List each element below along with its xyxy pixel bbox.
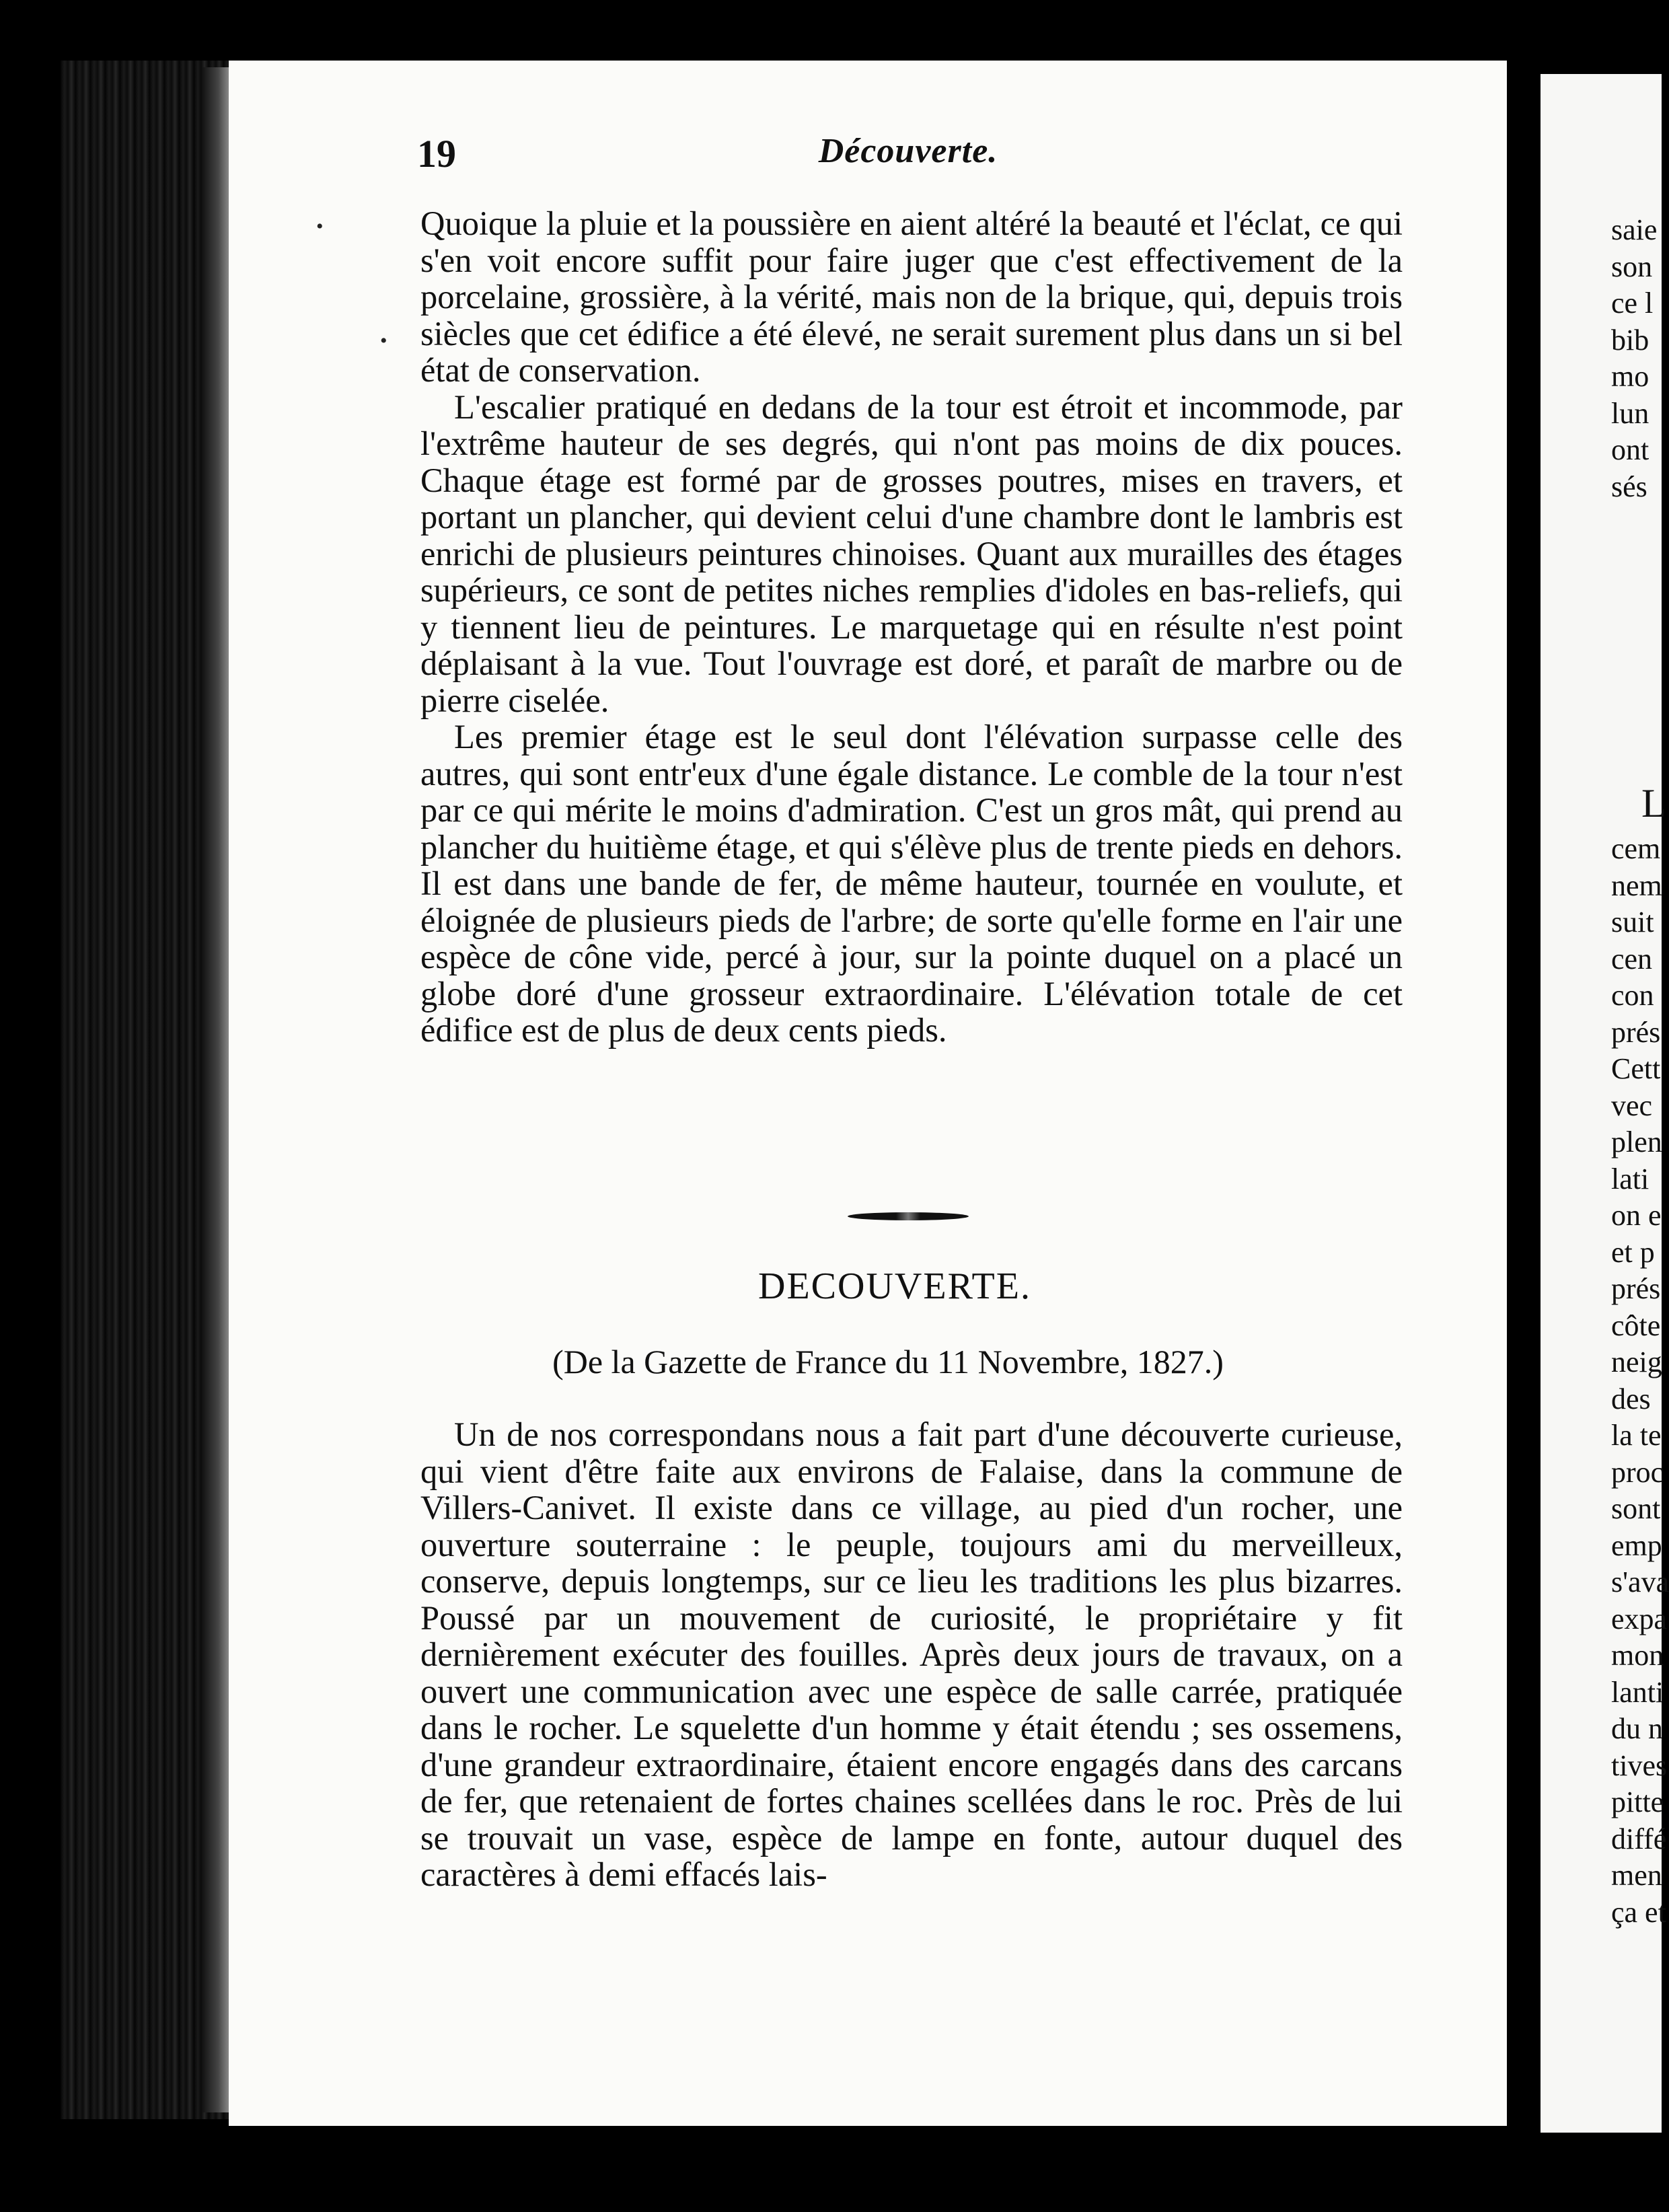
facing-page-line: bib xyxy=(1611,323,1649,357)
facing-page-line: et p xyxy=(1611,1235,1655,1269)
facing-page-line: cem xyxy=(1611,832,1661,865)
facing-page-line: la te xyxy=(1611,1419,1662,1452)
facing-page-line: con xyxy=(1611,979,1654,1012)
facing-page-line: s'ava xyxy=(1611,1565,1669,1598)
facing-page-line: du n xyxy=(1611,1712,1663,1745)
facing-page-fragments-bottom xyxy=(1611,831,1669,1931)
facing-page-line: emp xyxy=(1611,1528,1662,1562)
facing-page-line: Cett xyxy=(1611,1052,1661,1085)
facing-page-line: sés xyxy=(1611,470,1647,503)
facing-page-line: tives xyxy=(1611,1748,1668,1782)
facing-page-line: prés xyxy=(1611,1015,1661,1049)
facing-page-line: diffé xyxy=(1611,1822,1667,1855)
facing-page-line: expa xyxy=(1611,1602,1668,1635)
facing-page-line: vec xyxy=(1611,1089,1653,1122)
book-page xyxy=(229,61,1507,2126)
facing-page-line: ont xyxy=(1611,433,1649,466)
facing-page-line: son xyxy=(1611,250,1653,283)
facing-page-drop-cap: L xyxy=(1641,781,1666,825)
facing-page-fragments-top xyxy=(1611,212,1662,505)
facing-page-line: ça et xyxy=(1611,1895,1666,1929)
facing-page-line: lati xyxy=(1611,1162,1649,1195)
facing-page-line: men xyxy=(1611,1859,1662,1892)
facing-page-line: plen xyxy=(1611,1126,1662,1158)
paragraph: Un de nos correspondans nous a fait part d'une découverte curieuse, qui vient d'être faite aux environs de Falaise, dans la commune de Villers-Canivet. Il existe dans ce village, au pied d'un rocher, une ouverture souterraine : le peuple, toujours ami du merveilleux, conserve, depuis longtemps, sur ce lieu les traditions les plus bizarres. Poussé par un mouvement de curiosité, le propriétaire y fit dernièrement exécuter des fouilles. Après deux jours de travaux, on a ouvert une communication avec une espèce de salle carrée, pratiquée dans le rocher. Le squelette d'un homme y était étendu ; ses ossemens, d'une grandeur extraordinaire, étaient encore engagés dans des carcans de fer, que retenaient de fortes chaines scellées dans le roc. Près de lui se trouvait un vase, espèce de lampe en fonte, autour duquel des caractères à demi effacés lais- xyxy=(420,1415,1403,1893)
section-divider xyxy=(848,1212,969,1220)
facing-page-line: proc xyxy=(1611,1455,1664,1489)
running-title xyxy=(229,131,1507,171)
paragraph: L'escalier pratiqué en dedans de la tour est étroit et incommode, par l'extrême hauteur de ses degrés, qui n'ont pas moins de dix pouces. Chaque étage est formé par de grosses poutres, mises en travers, et portant un plancher, qui devient celui d'une chambre dont le lambris est enrichi de plusieurs peintures chinoises. Quant aux murailles des étages supérieurs, ce sont de petites niches remplies d'idoles en bas-reliefs, qui y tiennent lieu de peintures. Le marquetage qui en résulte n'est point déplaisant à la vue. Tout l'ouvrage est doré, et paraît de marbre ou de pierre ciselée. xyxy=(420,388,1403,719)
article-discovery-text xyxy=(420,1416,1403,1893)
facing-page-line: des xyxy=(1611,1382,1651,1415)
facing-page-line: neig xyxy=(1611,1345,1662,1378)
facing-page-line: cen xyxy=(1611,942,1653,975)
facing-page-line: pitte xyxy=(1611,1785,1664,1818)
article-tower-text xyxy=(420,205,1403,1049)
facing-page-line: côte xyxy=(1611,1308,1661,1342)
margin-dot: • xyxy=(316,215,324,237)
facing-page-line: lanti xyxy=(1611,1675,1664,1709)
margin-dot: • xyxy=(380,330,387,352)
running-title-text: Découverte. xyxy=(818,132,998,170)
facing-page-line: mon xyxy=(1611,1639,1664,1672)
page-gutter xyxy=(1507,61,1541,2146)
paragraph: Quoique la pluie et la poussière en aient altéré la beauté et l'éclat, ce qui s'en voit encore suffit pour faire juger que c'est effectivement de la porcelaine, grossière, à la vérité, mais non de la brique, qui, depuis trois siècles que cet édifice a été élevé, ne serait surement plus dans un si bel état de conservation. xyxy=(420,205,1403,389)
page-number: 19 xyxy=(417,132,456,176)
facing-page-line: sont xyxy=(1611,1492,1661,1525)
facing-page-line: nem xyxy=(1611,869,1662,902)
paragraph: Les premier étage est le seul dont l'élévation surpasse celle des autres, qui sont entr'eux d'une égale distance. Le comble de la tour n'est par ce qui mérite le moins d'admiration. C'est un gros mât, qui prend au plancher du huitième étage, et qui s'élève plus de trente pieds en dehors. Il est dans une bande de fer, de même hauteur, tournée en voulute, et éloignée de plusieurs pieds de l'arbre; de sorte qu'elle forme en l'air une espèce de cône vide, percé à jour, sur la pointe duquel on a placé un globe doré d'une grosseur extraordinaire. L'élévation totale de cet édifice est de plus de deux cents pieds. xyxy=(420,718,1403,1049)
source-citation: (De la Gazette de France du 11 Novembre, 1827.) xyxy=(552,1343,1224,1380)
facing-page-line: prés xyxy=(1611,1272,1661,1305)
facing-page-line: suit xyxy=(1611,906,1654,938)
facing-page-line: mo xyxy=(1611,360,1649,393)
facing-page-line: lun xyxy=(1611,396,1649,430)
facing-page-line: ce l xyxy=(1611,287,1654,320)
facing-page-line: on e xyxy=(1611,1199,1662,1232)
section-title: DECOUVERTE. xyxy=(758,1265,1031,1307)
facing-page-line: saie xyxy=(1611,213,1658,246)
